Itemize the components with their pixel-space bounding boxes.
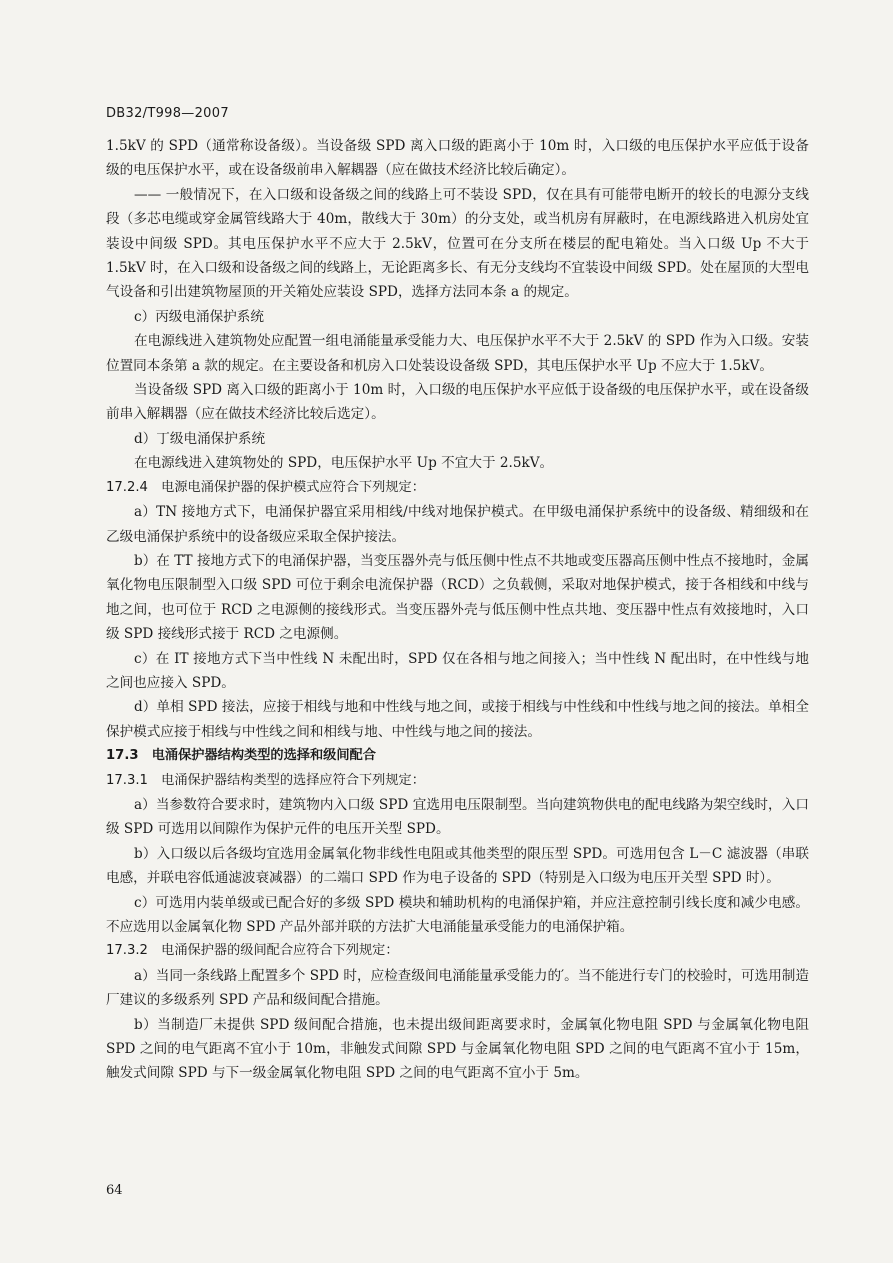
paragraph: a）当参数符合要求时，建筑物内入口级 SPD 宜选用电压限制型。当向建筑物供电的配电线路为架空线时，入口级 SPD 可选用以间隙作为保护元件的电压开关型 SPD。 <box>106 796 809 838</box>
paragraph: 在电源线进入建筑物处的 SPD，电压保护水平 Up 不宜大于 2.5kV。 <box>134 455 554 472</box>
section-heading: 17.3 电涌保护器结构类型的选择和级间配合 <box>106 748 376 764</box>
paragraph: a）TN 接地方式下，电涌保护器宜采用相线/中线对地保护模式。在甲级电涌保护系统中的设备级、精细级和在乙级电涌保护系统中的设备级应采取全保护接法。 <box>106 504 809 545</box>
paragraph: —— 一般情况下，在入口级和设备级之间的线路上可不装设 SPD，仅在具有可能带电断开的较长的电源分支线段（多芯电缆或穿金属管线路大于 40m，散线大于 30m）的分支处，或当机房有屏蔽时，在电源线路进入机房处宜装设中间级 SPD。其电压保护水平不应大于 2.5kV，位置可在分支所在楼层的配电箱处。当入口级 Up 不大于 1.5kV 时，在入口级和设备级之间的线路上，无论距离多长、有无分支线均不宜装设中间级 SPD。处在屋顶的大型电气设备和引出建筑物屋顶的开关箱处应装设 SPD，选择方法同本条 a 的规定。 <box>106 186 809 301</box>
paragraph: d）丁级电涌保护系统 <box>134 430 266 447</box>
clause-heading: 17.3.2 电涌保护器的级间配合应符合下列规定： <box>106 943 399 959</box>
paragraph: b）入口级以后各级均宜选用金属氧化物非线性电阻或其他类型的限压型 SPD。可选用包含 L－C 滤波器（串联电感，并联电容低通滤波衰减器）的二端口 SPD 作为电子设备的 SPD（特别是入口级为电压开关型 SPD 时）。 <box>106 845 809 887</box>
paragraph: 在电源线进入建筑物处应配置一组电涌能量承受能力大、电压保护水平不大于 2.5kV 的 SPD 作为入口级。安装位置同本条第 a 款的规定。在主要设备和机房入口处装设设备级 SPD，其电压保护水平 Up 不应大于 1.5kV。 <box>106 333 809 374</box>
paragraph: c）在 IT 接地方式下当中性线 N 未配出时，SPD 仅在各相与地之间接入；当中性线 N 配出时，在中性线与地之间也应接入 SPD。 <box>106 650 809 691</box>
paragraph: 当设备级 SPD 离入口级的距离小于 10m 时，入口级的电压保护水平应低于设备级的电压保护水平，或在设备级前串入解耦器（应在做技术经济比较后选定）。 <box>106 382 809 423</box>
paragraph: d）单相 SPD 接法，应接于相线与地和中性线与地之间，或接于相线与中性线和中性线与地之间的接法。单相全保护模式应接于相线与中性线之间和相线与地、中性线与地之间的接法。 <box>106 699 809 740</box>
paragraph: c）丙级电涌保护系统 <box>134 308 264 325</box>
page-number: 64 <box>106 1183 123 1198</box>
paragraph: a）当同一条线路上配置多个 SPD 时，应检查级间电涌能量承受能力的′。当不能进行专门的校验时，可选用制造厂建议的多级系列 SPD 产品和级间配合措施。 <box>106 967 809 1009</box>
paragraph: c）可选用内装单级或已配合好的多级 SPD 模块和辅助机构的电涌保护箱，并应注意控制引线长度和减少电感。不应选用以金属氧化物 SPD 产品外部并联的方法扩大电涌能量承受能力的电涌保护箱。 <box>106 894 809 935</box>
paragraph: b）当制造厂未提供 SPD 级间配合措施，也未提出级间距离要求时，金属氧化物电阻 SPD 与金属氧化物电阻 SPD 之间的电气距离不宜小于 10m，非触发式间隙 SPD 与金属氧化物电阻 SPD 之间的电气距离不宜小于 15m，触发式间隙 SPD 与下一级金属氧化物电阻 SPD 之间的电气距离不宜小于 5m。 <box>106 1016 809 1082</box>
standard-code-header: DB32/T998—2007 <box>106 106 229 121</box>
paragraph: 1.5kV 的 SPD（通常称设备级）。当设备级 SPD 离入口级的距离小于 10m 时，入口级的电压保护水平应低于设备级的电压保护水平，或在设备级前串入解耦器（应在做技术经济比较后确定）。 <box>106 138 809 179</box>
paragraph: b）在 TT 接地方式下的电涌保护器，当变压器外壳与低压侧中性点不共地或变压器高压侧中性点不接地时，金属氧化物电压限制型入口级 SPD 可位于剩余电流保护器（RCD）之负载侧，采取对地保护模式，接于各相线和中线与地之间，也可位于 RCD 之电源侧的接线形式。当变压器外壳与低压侧中性点共地、变压器中性点有效接地时，入口级 SPD 接线形式接于 RCD 之电源侧。 <box>106 552 809 643</box>
body-text <box>106 134 809 1086</box>
clause-heading: 17.3.1 电涌保护器结构类型的选择应符合下列规定： <box>106 772 425 788</box>
clause-heading: 17.2.4 电源电涌保护器的保护模式应符合下列规定： <box>106 479 425 495</box>
